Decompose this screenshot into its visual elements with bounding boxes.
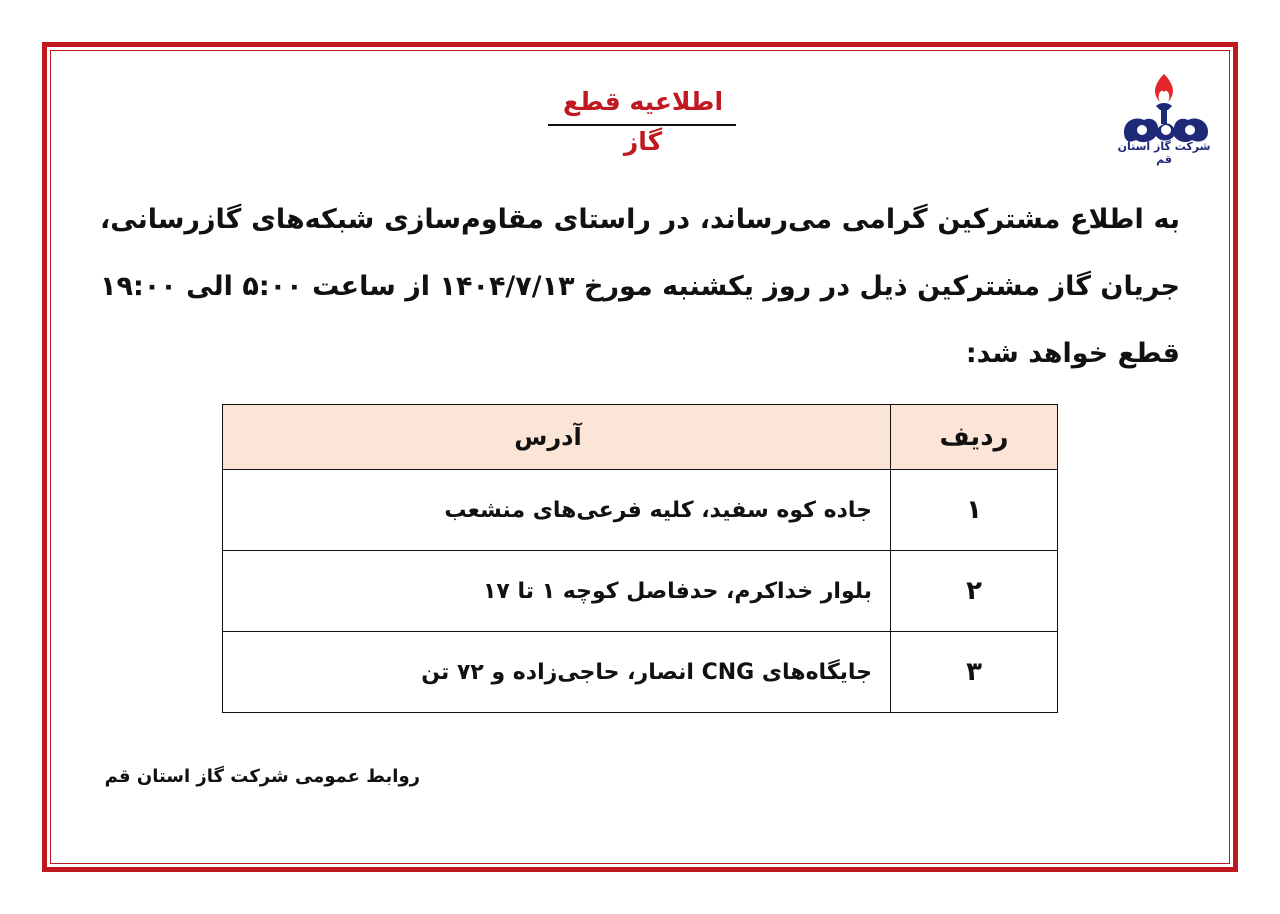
row-index: ۱	[891, 470, 1058, 551]
title-underline	[548, 124, 736, 126]
row-index: ۳	[891, 632, 1058, 713]
row-index: ۲	[891, 551, 1058, 632]
notice-title: اطلاعیه قطع گاز	[562, 87, 724, 156]
footer-signature: روابط عمومی شرکت گاز استان قم	[104, 766, 420, 787]
address-table	[222, 404, 1058, 713]
table-row	[223, 470, 1058, 551]
table-header-row	[223, 405, 1058, 470]
flame-icon	[1155, 74, 1173, 102]
header-index: ردیف	[891, 405, 1058, 470]
row-address: جایگاه‌های CNG انصار، حاجی‌زاده و ۷۲ تن	[223, 632, 891, 713]
logo-caption: شرکت گاز استان قم	[1117, 140, 1211, 166]
table-row	[223, 551, 1058, 632]
row-address: جاده کوه سفید، کلیه فرعی‌های منشعب	[223, 470, 891, 551]
table-row	[223, 632, 1058, 713]
notice-paragraph: به اطلاع مشترکین گرامی می‌رساند، در راستای مقاوم‌سازی شبکه‌های گازرسانی، جریان گاز مشترکین ذیل در روز یکشنبه مورخ ۱۴۰۴/۷/۱۳ از ساعت ۵:۰۰ الی ۱۹:۰۰ قطع خواهد شد:	[100, 204, 1180, 369]
row-address: بلوار خداکرم، حدفاصل کوچه ۱ تا ۱۷	[223, 551, 891, 632]
header-address: آدرس	[223, 405, 891, 470]
